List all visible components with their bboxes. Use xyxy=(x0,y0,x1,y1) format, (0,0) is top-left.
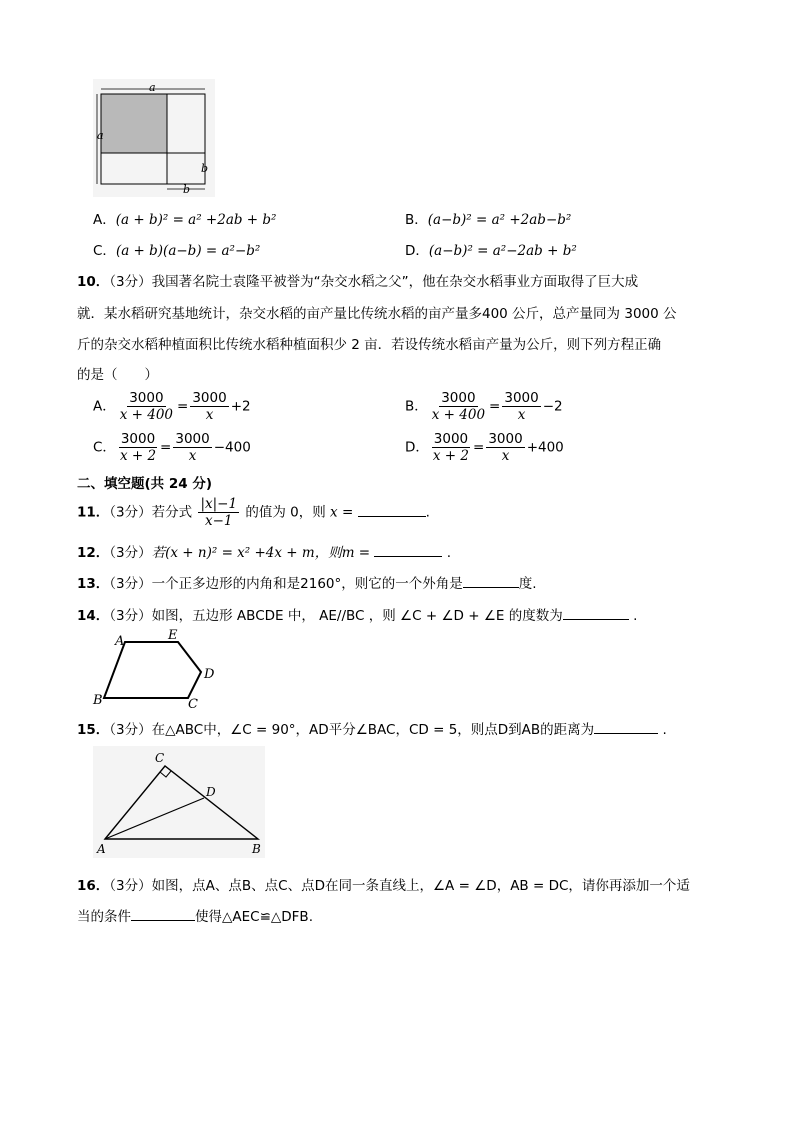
section-title-fill-in: 二、填空题(共 24 分) xyxy=(77,476,213,492)
q12-answer-blank[interactable] xyxy=(374,542,442,557)
q9-label-a-top: a xyxy=(149,81,156,94)
q10-option-d[interactable]: D． $\frac{3000}{x + 2}$ = $\frac{3000}{x}$ +400 xyxy=(405,431,564,464)
q9-option-a[interactable]: A．(a + b)² = a² +2ab + b² xyxy=(93,212,277,228)
q9-square-figure xyxy=(93,79,215,197)
svg-text:D: D xyxy=(204,667,215,682)
q15-answer-blank[interactable] xyxy=(594,719,658,734)
svg-text:C: C xyxy=(155,751,165,765)
q10-line2: 就．某水稻研究基地统计，杂交水稻的亩产量比传统水稻的亩产量多400 公斤，总产量同为 3000 公 xyxy=(77,306,677,322)
q9-option-d[interactable]: D．(a−b)² = a²−2ab + b² xyxy=(405,243,577,259)
q14-answer-blank[interactable] xyxy=(563,605,629,620)
q16-line1: 16．（3分）如图，点A、点B、点C、点D在同一条直线上，∠A = ∠D，AB = DC，请你再添加一个适 xyxy=(77,878,690,894)
q10-line1: 10．（3分）我国著名院士袁隆平被誉为“杂交水稻之父”，他在杂交水稻事业方面取得了巨大成 xyxy=(77,274,639,290)
q9-option-c[interactable]: C．(a + b)(a−b) = a²−b² xyxy=(93,243,261,259)
svg-text:D: D xyxy=(206,785,216,799)
q15-triangle-figure xyxy=(93,746,265,858)
shaded-square xyxy=(101,94,167,153)
q12: 12．（3分）若(x + n)² = x² +4x + m，则m = . xyxy=(77,541,451,561)
q16-line2: 当的条件 使得△AEC≌△DFB. xyxy=(77,905,313,925)
q11: 11．（3分）若分式 $\frac{|x|-1}{x-1}$ 的值为 0，则 x = . xyxy=(77,496,430,529)
q9-label-a-left: a xyxy=(97,129,104,142)
svg-text:E: E xyxy=(168,628,178,643)
q10-option-b[interactable]: B． $\frac{3000}{x + 400}$ = $\frac{3000}{x}$ −2 xyxy=(405,390,563,423)
q11-answer-blank[interactable] xyxy=(358,502,426,517)
q10-line3: 斤的杂交水稻种植面积比传统水稻种植面积少 2 亩．若设传统水稻亩产量为公斤，则下列方程正确 xyxy=(77,337,662,353)
q10-option-c[interactable]: C． $\frac{3000}{x + 2}$ = $\frac{3000}{x}$ −400 xyxy=(93,431,251,464)
q9-label-b-right: b xyxy=(201,162,209,175)
q10-line4: 的是（ ） xyxy=(77,367,158,383)
svg-text:A: A xyxy=(115,634,125,649)
q14: 14．（3分）如图，五边形 ABCDE 中， AE//BC ，则 ∠C + ∠D + ∠E 的度数为 . xyxy=(77,604,637,624)
q13-answer-blank[interactable] xyxy=(463,573,519,588)
svg-text:B: B xyxy=(252,842,261,856)
q14-pentagon-figure xyxy=(88,628,228,712)
q16-answer-blank[interactable] xyxy=(131,906,195,921)
q13: 13．（3分）一个正多边形的内角和是2160°，则它的一个外角是 度. xyxy=(77,572,537,592)
svg-text:C: C xyxy=(188,697,198,712)
svg-text:A: A xyxy=(97,842,106,856)
q10-option-a[interactable]: A． $\frac{3000}{x + 400}$ = $\frac{3000}{x}$ +2 xyxy=(93,390,251,423)
q9-label-b-bottom: b xyxy=(183,183,191,196)
q15: 15．（3分）在△ABC中，∠C = 90°，AD平分∠BAC，CD = 5，则点D到AB的距离为 . xyxy=(77,718,667,738)
q9-option-b[interactable]: B．(a−b)² = a² +2ab−b² xyxy=(405,212,572,228)
svg-text:B: B xyxy=(93,693,103,708)
